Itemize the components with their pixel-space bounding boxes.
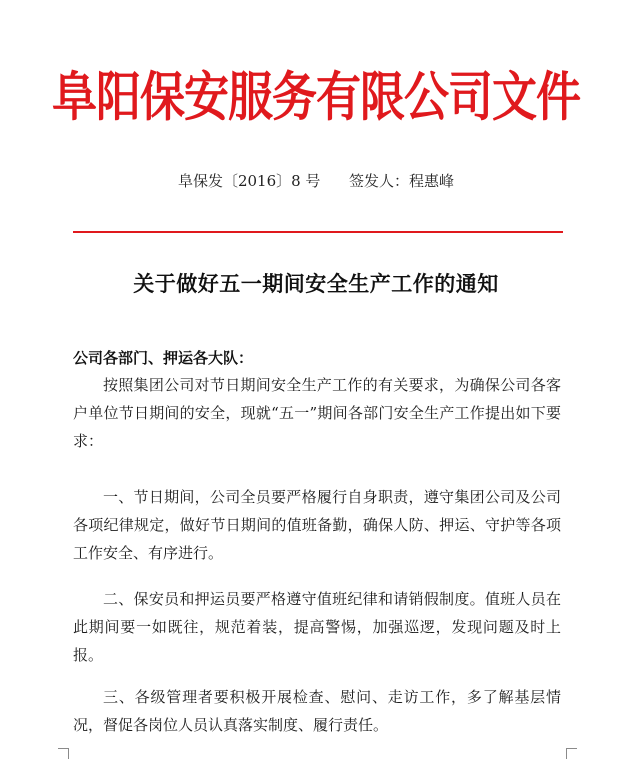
document-header: 阜阳保安服务有限公司文件 bbox=[51, 65, 580, 128]
crop-mark-left bbox=[58, 748, 69, 759]
header-red-rule bbox=[73, 231, 563, 233]
document-number-line: 阜保发〔2016〕8 号 签发人：程惠峰 bbox=[177, 172, 455, 190]
crop-mark-right bbox=[566, 748, 577, 759]
body-paragraph-3: 三、各级管理者要积极开展检查、慰问、走访工作，多了解基层情况，督促各岗位人员认真落实制度、履行责任。 bbox=[73, 688, 561, 734]
body-paragraph-2: 二、保安员和押运员要严格遵守值班纪律和请销假制度。值班人员在此期间要一如既往，规范着装，提高警惕，加强巡逻，发现问题及时上报。 bbox=[73, 590, 561, 664]
body-paragraph-1: 一、节日期间，公司全员要严格履行自身职责，遵守集团公司及公司各项纪律规定，做好节日期间的值班备勤，确保人防、押运、守护等各项工作安全、有序进行。 bbox=[73, 488, 561, 562]
document-title: 关于做好五一期间安全生产工作的通知 bbox=[133, 271, 499, 296]
salutation: 公司各部门、押运各大队： bbox=[73, 349, 254, 367]
body-paragraph-intro: 按照集团公司对节日期间安全生产工作的有关要求，为确保公司各客户单位节日期间的安全，现就“五一”期间各部门安全生产工作提出如下要求： bbox=[73, 376, 561, 450]
